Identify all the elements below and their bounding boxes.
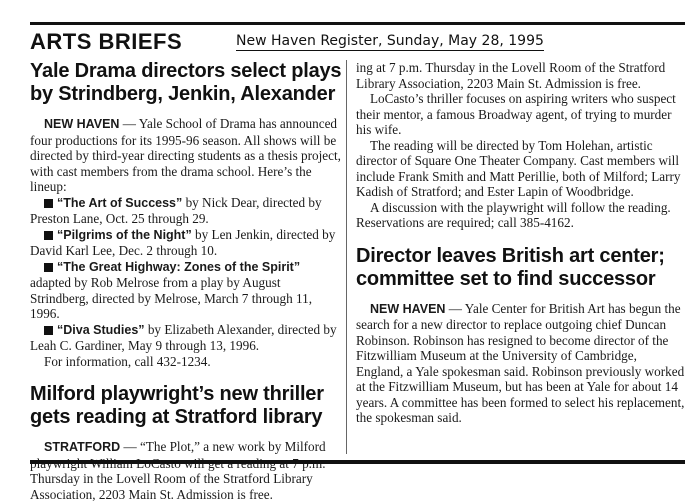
article-lead: STRATFORD — “The Plot,” a new work by Milford Thursday in the Lovell Room of the Stratford Library Association, 2203 Main St. Admission is free. — [30, 439, 326, 502]
issue-line: New Haven Register, Sunday, May 28, 1995 — [236, 33, 544, 49]
article-lead: NEW HAVEN — Yale School of Drama has announced four productions for its 1995-96 season. All shows will be directed by third-year directing students as a thesis project, with cast members from the drama school. Here’s the lineup: — [30, 116, 341, 194]
play-item — [30, 227, 342, 259]
play-item — [30, 195, 342, 227]
section-title: ARTS BRIEFS — [30, 29, 183, 54]
article-paragraph: LoCasto’s thriller focuses on aspiring writers who suspect their mentor, a famous Broadway agent, of trying to murder his wife. — [356, 91, 676, 137]
info-line: For information, call 432-1234. — [44, 353, 211, 369]
play-title: “Diva Studies” — [57, 322, 145, 337]
article-lead: NEW HAVEN — Yale Center for British Art has begun the search for a new director to replace outgoing chief Duncan Robinson. Robinson has resigned to become director of the Fitzwilliam Museum at the University of Cambridge, England, a Yale spokesman said. Robinson previously worked at the Fitzwilliam Museum, but has been at Yale for about 14 years. A committee has been formed to select his replacement, the spokesman said. — [356, 300, 685, 425]
lead-text: Yale Center for British Art has begun the search for a new director to replace outgoing chief Duncan Robinson. Robinson has resigned to become director of the Fitzwilliam Museum at the University of Cambridge, England, a Yale spokesman said. Robinson previously worked at the Fitzwilliam Museum, but has been at Yale for about 14 years. A committee has been formed to select his replacement, the spokesman said. — [356, 300, 685, 425]
headline-line: Yale Drama directors select plays — [30, 60, 342, 82]
headline-line: committee set to find successor — [356, 267, 656, 290]
article-milford-thriller — [30, 383, 342, 502]
play-detail: by Len Jenkin, directed by David Karl Lee, Dec. 2 through 10. — [30, 226, 336, 258]
play-detail: by Nick Dear, directed by Preston Lane, Oct. 25 through 29. — [30, 194, 322, 226]
headline-line: Director leaves British art center; — [356, 244, 665, 267]
headline-line: Milford playwright’s new thriller — [30, 383, 324, 405]
play-title: “The Art of Success” — [57, 195, 183, 210]
article-yale-drama — [30, 60, 342, 369]
play-title: “The Great Highway: Zones of the Spirit” — [57, 259, 301, 274]
play-item — [30, 322, 342, 354]
article-headline — [30, 60, 342, 106]
headline-line: by Strindberg, Jenkin, Alexander — [30, 83, 336, 105]
article-paragraph: The reading will be directed by Tom Holehan, artistic director of Square One Theater Company. Cast members will include Frank Smith and Matt Perillie, both of Milford; Larry Kadish of Stratford; and Ester Lapin of Woodbridge. — [356, 137, 681, 199]
square-bullet-icon — [44, 199, 53, 208]
play-item — [30, 259, 342, 322]
dateline: STRATFORD — [44, 440, 121, 454]
square-bullet-icon — [44, 326, 53, 335]
square-bullet-icon — [44, 231, 53, 240]
column-divider — [346, 60, 347, 454]
article-continuation: ing at 7 p.m. Thursday in the Lovell Room of the Stratford Library Association, 2203 Main St. Admission is free. — [356, 60, 666, 91]
masthead — [30, 22, 685, 59]
article-headline — [30, 383, 342, 429]
bottom-rule — [30, 460, 685, 464]
left-column — [30, 60, 342, 502]
lead-text: Yale School of Drama has announced four productions for its 1995-96 season. All shows will be directed by third-year directing students as a thesis project, with cast members from the drama school. Here’s the lineup: — [30, 116, 341, 194]
lead-text: “The Plot,” a new work by Milford Thursday in the Lovell Room of the Stratford Library Association, 2203 Main St. Admission is free. — [30, 439, 326, 502]
headline-line: gets reading at Stratford library — [30, 406, 323, 428]
article-paragraph: A discussion with the playwright will follow the reading. Reservations are required; call 385-4162. — [356, 199, 671, 230]
article-headline — [356, 245, 686, 291]
play-detail: adapted by Rob Melrose from a play by August Strindberg, directed by Melrose, March 7 through 11, 1996. — [30, 275, 313, 321]
article-british-art — [356, 245, 686, 426]
dateline: NEW HAVEN — [370, 301, 446, 316]
play-title: “Pilgrims of the Night” — [57, 227, 192, 242]
dateline: NEW HAVEN — [44, 117, 120, 131]
play-detail: by Elizabeth Alexander, directed by Leah C. Gardiner, May 9 through 13, 1996. — [30, 321, 337, 353]
square-bullet-icon — [44, 263, 53, 272]
right-column — [356, 60, 686, 426]
